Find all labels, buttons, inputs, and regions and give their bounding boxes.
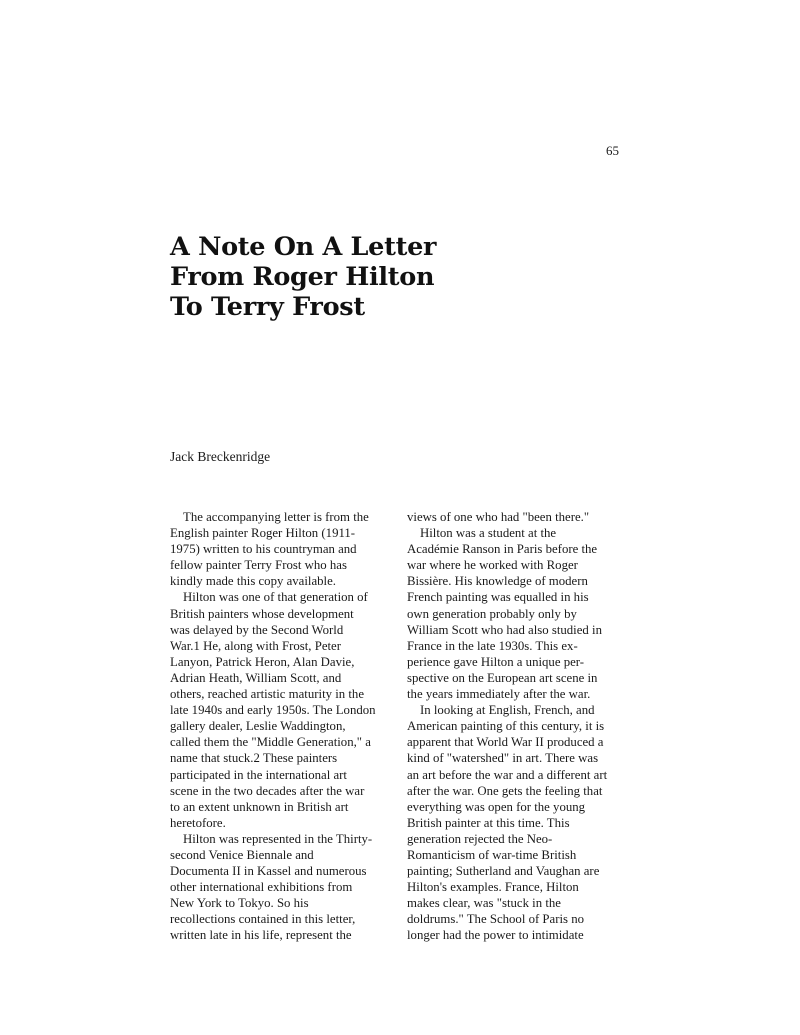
body-text-line: Hilton was a student at the	[420, 526, 557, 541]
body-text-line: Documenta II in Kassel and numerous	[170, 864, 367, 879]
title-line: To Terry Frost	[170, 292, 365, 322]
body-text-line: War.1 He, along with Frost, Peter	[170, 638, 341, 653]
body-column-right	[407, 509, 635, 944]
body-text-line: Lanyon, Patrick Heron, Alan Davie,	[170, 654, 355, 669]
body-column-left	[170, 509, 398, 944]
body-text-line: written late in his life, represent the	[170, 928, 352, 943]
body-text-line: everything was open for the young	[407, 799, 586, 814]
body-text-line: 1975) written to his countryman and	[170, 542, 357, 557]
body-text-line: apparent that World War II produced a	[407, 735, 604, 750]
author-byline: Jack Breckenridge	[170, 449, 271, 464]
body-text-line: spective on the European art scene in	[407, 670, 598, 685]
body-text-line: British painter at this time. This	[407, 815, 570, 830]
body-text-line: was delayed by the Second World	[170, 622, 344, 637]
body-text-line: called them the "Middle Generation," a	[170, 735, 371, 750]
body-text-line: second Venice Biennale and	[170, 847, 314, 862]
body-text-line: an art before the war and a different art	[407, 767, 608, 782]
body-text-line: France in the late 1930s. This ex-	[407, 638, 578, 653]
body-text-line: American painting of this century, it is	[407, 719, 605, 734]
body-text-line: own generation probably only by	[407, 606, 577, 621]
article-title	[170, 232, 436, 322]
body-text-line: other international exhibitions from	[170, 880, 353, 895]
body-text-line: recollections contained in this letter,	[170, 912, 356, 927]
body-text-line: doldrums." The School of Paris no	[407, 912, 585, 927]
body-text-line: painting; Sutherland and Vaughan are	[407, 864, 600, 879]
body-text-line: Adrian Heath, William Scott, and	[170, 670, 342, 685]
body-text-line: heretofore.	[170, 815, 226, 830]
body-text-line: scene in the two decades after the war	[170, 783, 365, 798]
body-text-line: gallery dealer, Leslie Waddington,	[170, 719, 346, 734]
body-text-line: fellow painter Terry Frost who has	[170, 558, 347, 573]
body-text-line: others, reached artistic maturity in the	[170, 687, 365, 702]
body-text-line: participated in the international art	[170, 767, 347, 782]
body-text-line: French painting was equalled in his	[407, 590, 589, 605]
title-line: From Roger Hilton	[170, 262, 435, 292]
body-text-line: English painter Roger Hilton (1911-	[170, 526, 356, 541]
body-text-line: generation rejected the Neo-	[407, 831, 553, 846]
body-text-line: British painters whose development	[170, 606, 354, 621]
body-text-line: views of one who had "been there."	[407, 510, 590, 524]
body-text-line: kind of "watershed" in art. There was	[407, 751, 599, 766]
body-text-line: New York to Tokyo. So his	[170, 896, 309, 911]
body-text-line: war where he worked with Roger	[407, 558, 578, 573]
body-text-line: after the war. One gets the feeling that	[407, 783, 603, 798]
title-line: A Note On A Letter	[170, 232, 437, 262]
body-text-line: name that stuck.2 These painters	[170, 751, 338, 766]
page-number: 65	[606, 143, 619, 158]
body-text-line: longer had the power to intimidate	[407, 928, 584, 943]
body-text-line: late 1940s and early 1950s. The London	[170, 703, 376, 718]
body-text-line: Bissière. His knowledge of modern	[407, 574, 588, 589]
body-text-line: Hilton was one of that generation of	[183, 590, 368, 605]
body-text-line: Romanticism of war-time British	[407, 847, 577, 862]
body-text-line: Hilton was represented in the Thirty-	[183, 831, 373, 846]
body-text-line: to an extent unknown in British art	[170, 799, 349, 814]
body-text-line: perience gave Hilton a unique per-	[407, 654, 585, 669]
body-text-line: makes clear, was "stuck in the	[407, 896, 561, 911]
body-text-line: The accompanying letter is from the	[183, 510, 369, 524]
body-text-line: the years immediately after the war.	[407, 687, 591, 702]
body-text-line: William Scott who had also studied in	[407, 622, 602, 637]
body-text-line: kindly made this copy available.	[170, 574, 336, 589]
body-text-line: In looking at English, French, and	[420, 703, 595, 718]
body-text-line: Hilton's examples. France, Hilton	[407, 880, 579, 895]
body-text-line: Académie Ranson in Paris before the	[407, 542, 598, 557]
